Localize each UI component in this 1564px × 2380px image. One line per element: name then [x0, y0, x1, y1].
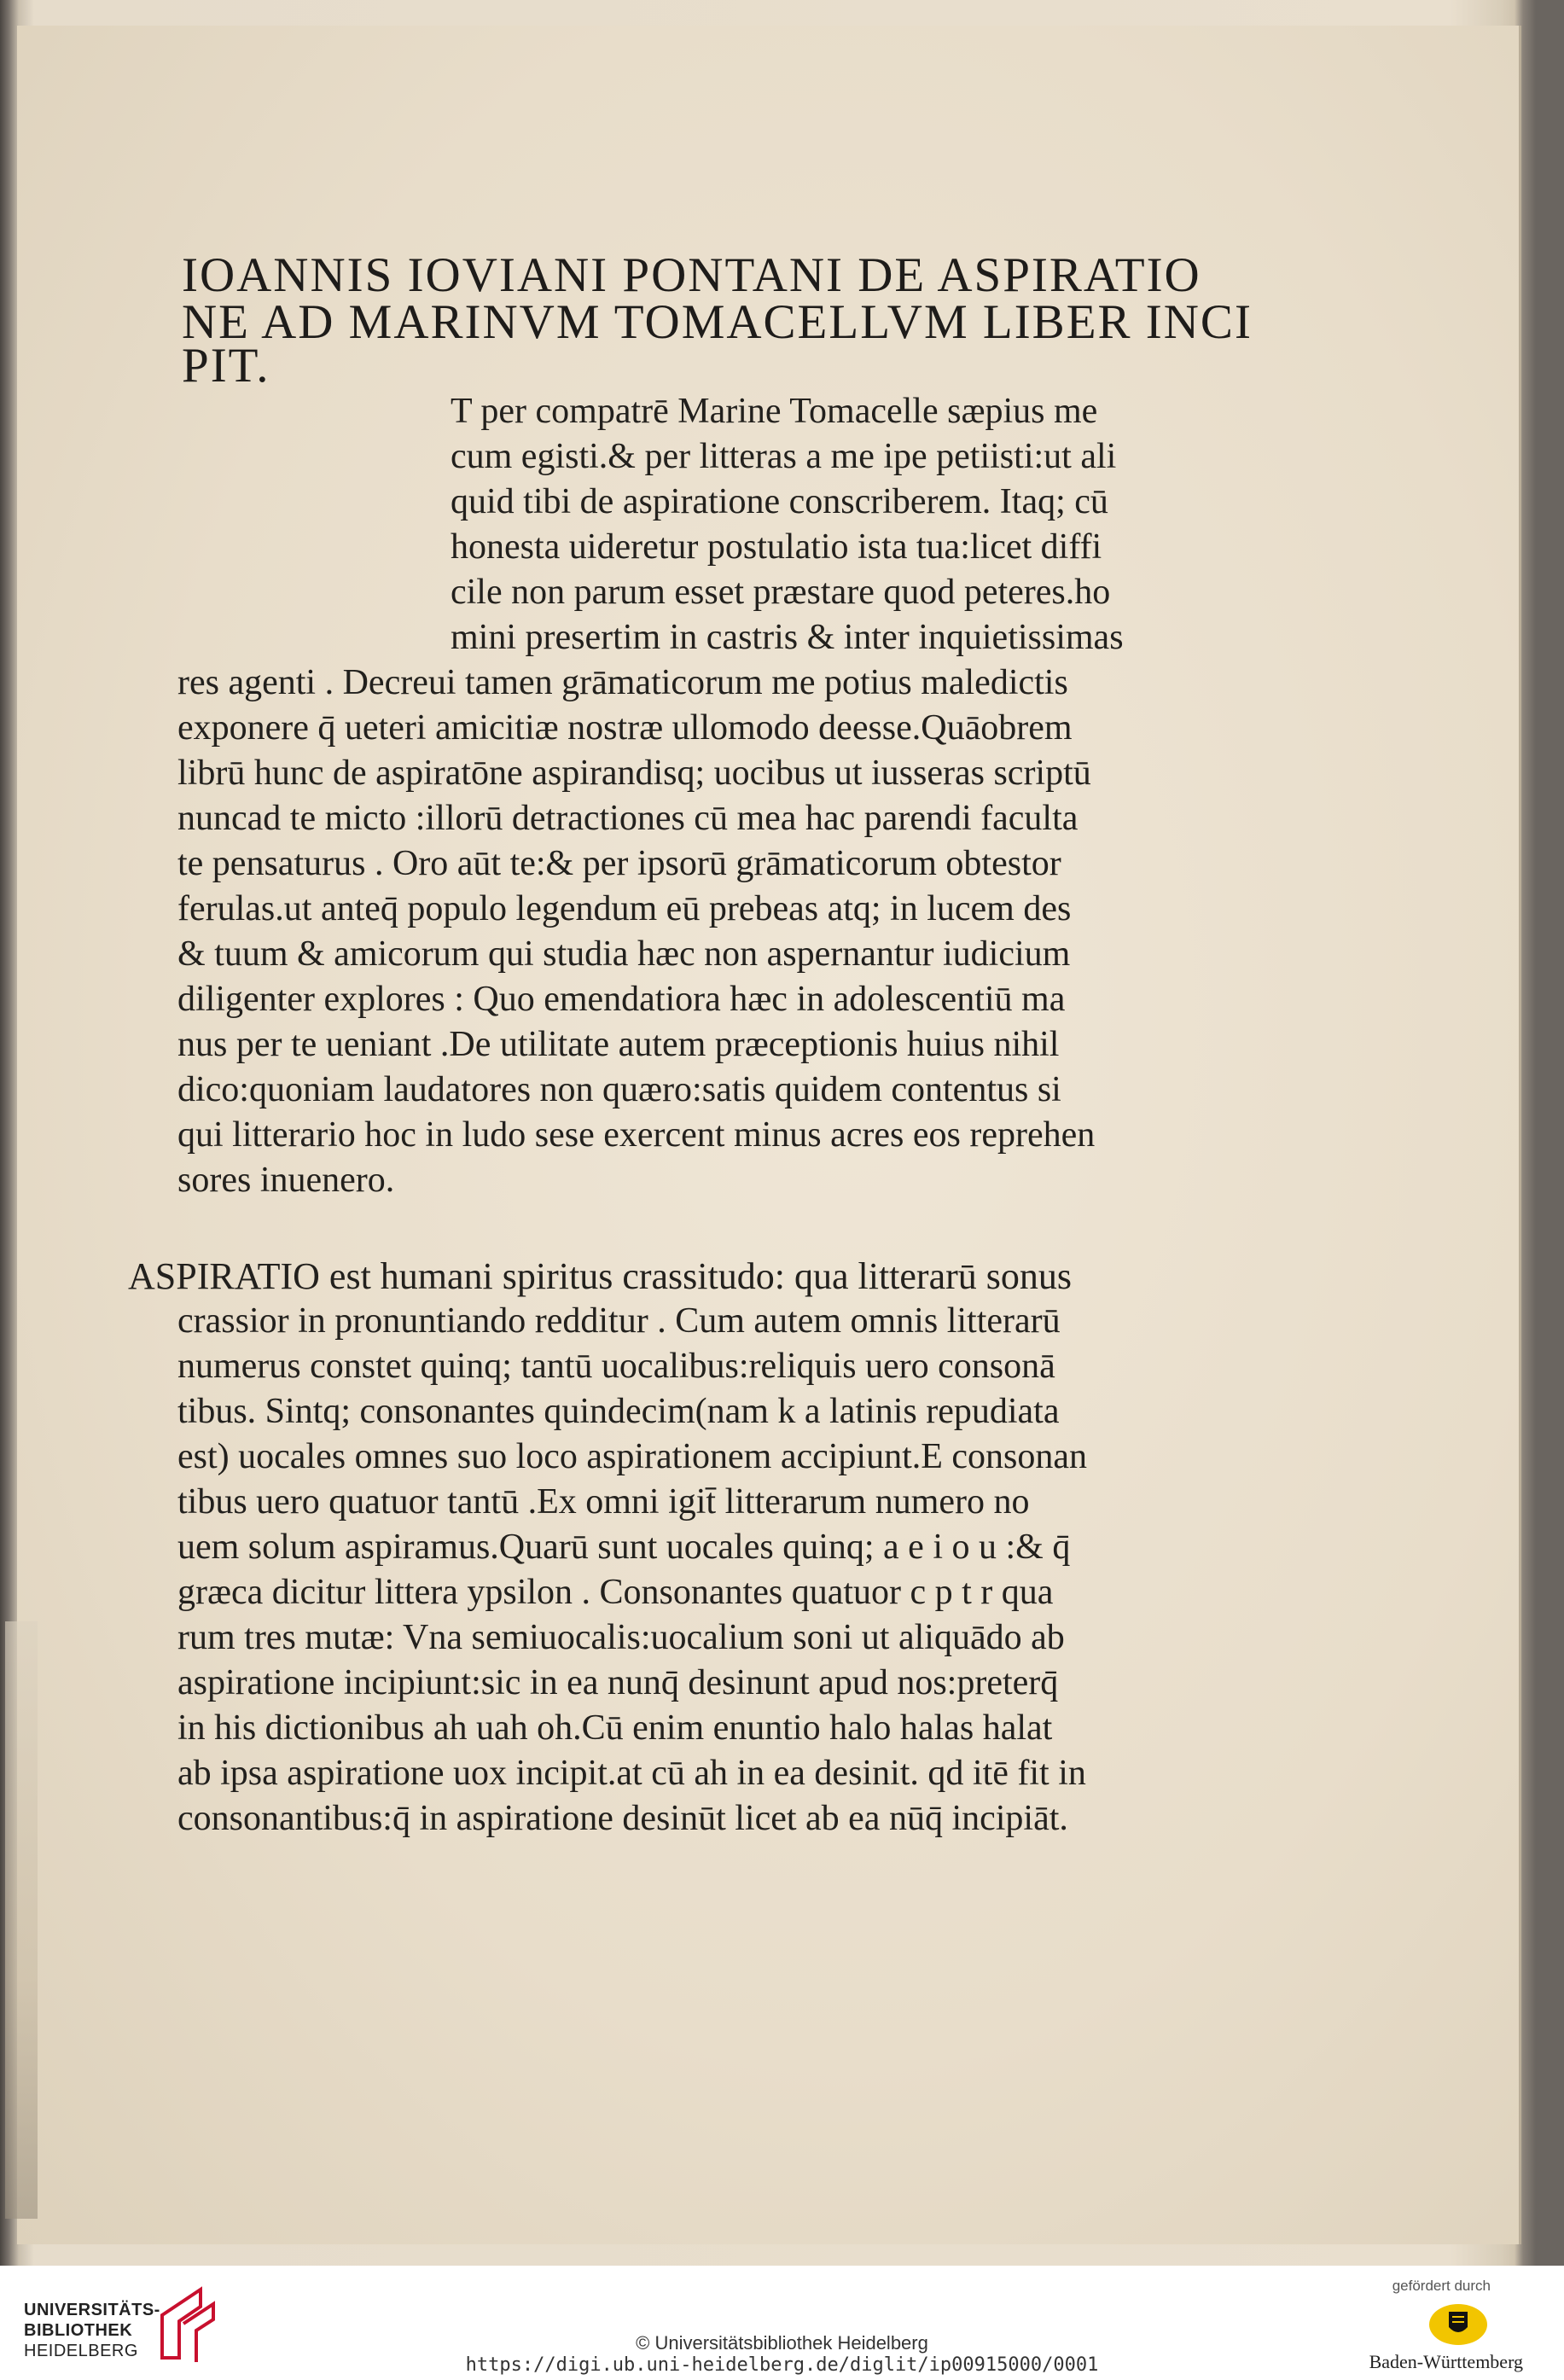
page-url-link[interactable]: https://digi.ub.uni-heidelberg.de/diglit/ip00915000/0001 — [465, 2354, 1099, 2376]
text-line: græca dicitur littera ypsilon . Consonantes quatuor c p t r qua — [177, 1573, 1054, 1612]
text-line: aspiratione incipiunt:sic in ea nunq̄ desinunt apud nos:preterq̄ — [177, 1663, 1059, 1702]
library-name-line-1: UNIVERSITÄTS- — [24, 2301, 160, 2319]
text-line: & tuum & amicorum qui studia hæc non aspernantur iudicium — [177, 934, 1071, 974]
title-line-1: IOANNIS IOVIANI PONTANI DE ASPIRATIO — [182, 248, 1201, 302]
text-line: librū hunc de aspiratōne aspirandisq; uocibus ut iusseras scriptū — [177, 754, 1091, 793]
text-line: te pensaturus . Oro aūt te:& per ipsorū grāmaticorum obtestor — [177, 844, 1061, 883]
text-line: cile non parum esset præstare quod peteres.ho — [451, 573, 1111, 612]
baden-wuerttemberg-seal-icon — [1427, 2301, 1490, 2348]
text-line: ab ipsa aspiratione uox incipit.at cū ah in ea desinit. qd itē fit in — [177, 1754, 1086, 1793]
title-line-3: PIT. — [182, 339, 270, 393]
text-line: tibus uero quatuor tantū .Ex omni igit̄ litterarum numero no — [177, 1482, 1030, 1522]
text-line: diligenter explores : Quo emendatiora hæc in adolescentiū ma — [177, 980, 1066, 1019]
text-line: nus per te ueniant .De utilitate autem præceptionis huius nihil — [177, 1025, 1060, 1064]
page-edge-shadow — [5, 1621, 38, 2219]
footer-bar — [0, 2266, 1564, 2380]
text-line: rum tres mutæ: Vna semiuocalis:uocalium soni ut aliquādo ab — [177, 1618, 1065, 1657]
text-line: est) uocales omnes suo loco aspirationem accipiunt.E consonan — [177, 1437, 1088, 1476]
text-line: T per compatrē Marine Tomacelle sæpius me — [451, 392, 1098, 431]
text-line: res agenti . Decreui tamen grāmaticorum me potius maledictis — [177, 663, 1068, 702]
text-line: in his dictionibus ah uah oh.Cū enim enuntio halo halas halat — [177, 1708, 1053, 1748]
text-line: ferulas.ut anteq̄ populo legendum eū prebeas atq; in lucem des — [177, 889, 1072, 928]
text-line: quid tibi de aspiratione conscriberem. Itaq; cū — [451, 482, 1108, 521]
text-line: tibus. Sintq; consonantes quindecim(nam k a latinis repudiata — [177, 1392, 1060, 1431]
text-line: qui litterario hoc in ludo sese exercent minus acres eos reprehen — [177, 1115, 1096, 1155]
library-name-line-2: BIBLIOTHEK — [24, 2321, 133, 2340]
text-line: ASPIRATIO est humani spiritus crassitudo: qua litterarū sonus — [128, 1255, 1073, 1297]
text-line: dico:quoniam laudatores non quæro:satis quidem contentus si — [177, 1070, 1061, 1109]
text-line: nuncad te micto :illorū detractiones cū mea hac parendi faculta — [177, 799, 1079, 838]
text-line: uem solum aspiramus.Quarū sunt uocales quinq; a e i o u :& q̄ — [177, 1528, 1071, 1567]
copyright-text: © Universitätsbibliothek Heidelberg — [636, 2332, 928, 2354]
title-line-2: NE AD MARINVM TOMACELLVM LIBER INCI — [182, 295, 1253, 349]
text-line: cum egisti.& per litteras a me ipe petiisti:ut ali — [451, 437, 1117, 476]
text-line: consonantibus:q̄ in aspiratione desinūt licet ab ea nūq̄ incipiāt. — [177, 1799, 1068, 1838]
text-line: numerus constet quinq; tantū uocalibus:reliquis uero consonā — [177, 1347, 1055, 1386]
text-line: honesta uideretur postulatio ista tua:licet diffi — [451, 527, 1102, 567]
text-line: crassior in pronuntiando redditur . Cum autem omnis litterarū — [177, 1301, 1061, 1341]
library-name-line-3: HEIDELBERG — [24, 2342, 138, 2360]
text-line: sores inuenero. — [177, 1161, 395, 1200]
funder-name: Baden-Württemberg — [1369, 2351, 1523, 2372]
funded-by-label: gefördert durch — [1392, 2278, 1491, 2294]
text-line: exponere q̄ ueteri amicitiæ nostræ ullomodo deesse.Quāobrem — [177, 708, 1073, 748]
text-line: mini presertim in castris & inter inquietissimas — [451, 618, 1124, 657]
